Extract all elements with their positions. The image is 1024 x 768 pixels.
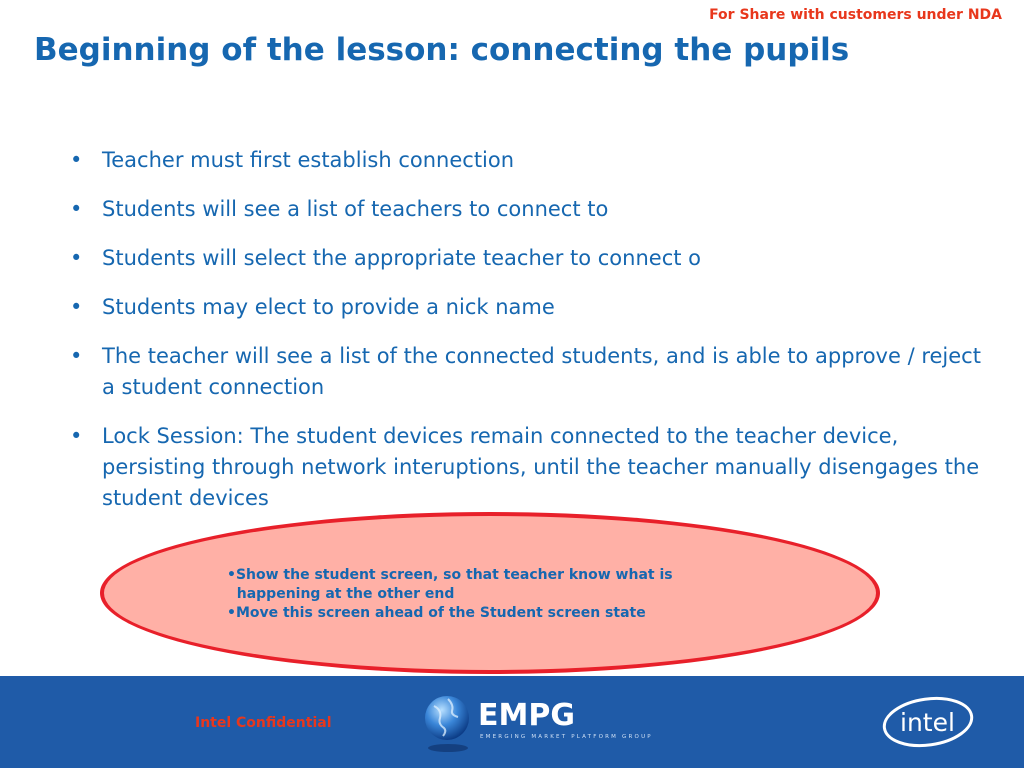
confidential-label: Intel Confidential [195, 715, 332, 731]
callout-line: •Show the student screen, so that teacher know what is [227, 567, 673, 583]
bullet-item [70, 145, 990, 176]
bullet-text: Students will see a list of teachers to connect to [102, 197, 609, 221]
bullet-text: Lock Session: The student devices remain connected to the teacher device, persisting through network interuptions, until the teacher manually disengages the student devices [102, 424, 980, 510]
bullet-list [70, 145, 990, 532]
nda-notice: For Share with customers under NDA [709, 7, 1002, 23]
callout-line: •Move this screen ahead of the Student screen state [227, 605, 646, 621]
bullet-dot-icon: • [70, 197, 83, 221]
callout-note [227, 566, 787, 623]
intel-logo [880, 693, 980, 751]
empg-logo-text: EMPG [478, 698, 575, 733]
bullet-text: Students will select the appropriate teacher to connect o [102, 246, 701, 270]
bullet-dot-icon: • [70, 344, 83, 368]
globe-shadow [428, 744, 468, 752]
globe-icon [425, 696, 469, 740]
bullet-text: The teacher will see a list of the connected students, and is able to approve / reject a student connection [102, 344, 981, 399]
bullet-dot-icon: • [70, 148, 83, 172]
bullet-text: Students may elect to provide a nick name [102, 295, 555, 319]
intel-logo-text: intel [900, 708, 955, 737]
bullet-item [70, 194, 990, 225]
bullet-item [70, 243, 990, 274]
bullet-item [70, 292, 990, 323]
slide-title: Beginning of the lesson: connecting the pupils [34, 32, 850, 68]
callout-line: happening at the other end [227, 586, 455, 602]
bullet-item [70, 341, 990, 403]
bullet-item [70, 421, 990, 514]
bullet-dot-icon: • [70, 424, 83, 448]
empg-subtitle-text: EMERGING MARKET PLATFORM GROUP [480, 734, 653, 740]
footer-bar [0, 676, 1024, 768]
bullet-text: Teacher must first establish connection [102, 148, 515, 172]
bullet-dot-icon: • [70, 246, 83, 270]
empg-logo [420, 691, 653, 755]
bullet-dot-icon: • [70, 295, 83, 319]
